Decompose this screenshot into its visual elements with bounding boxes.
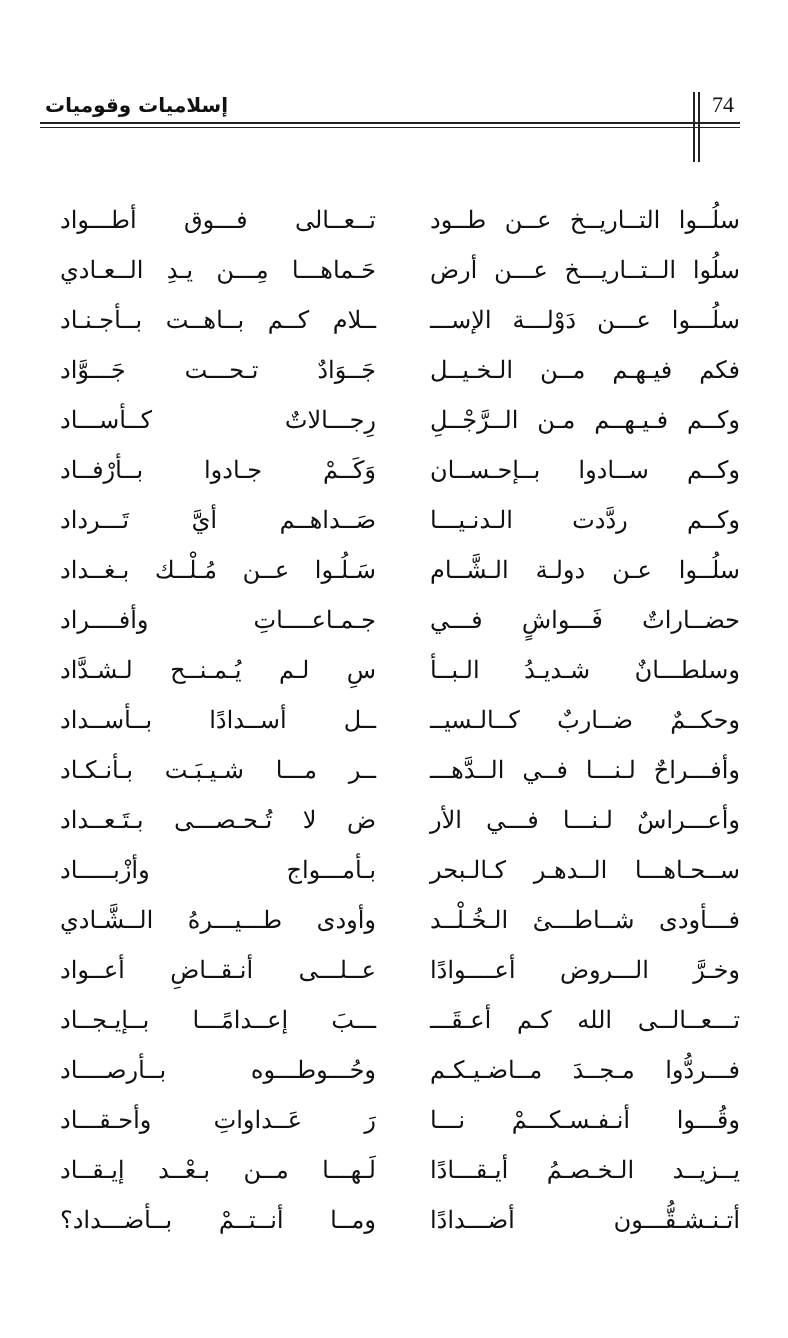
verse-second-hemistich: عــلـــى أنـقــاضِ أعــواد — [60, 956, 376, 984]
verse-second-hemistich: وأودى طـــيـــرهُ الــشَّـادي — [60, 906, 376, 934]
verse-first-hemistich: وأفـــراحٌ لـنـــا فــي الــدَّهـــ — [430, 756, 740, 784]
verse-first-hemistich: وأعـــراسٌ لـنـــا فـــي الأر — [430, 806, 740, 834]
verse — [0, 1145, 788, 1195]
header-rule-bottom — [40, 127, 740, 128]
header-vertical-bar — [693, 92, 695, 162]
verse-first-hemistich: وحكــمٌ ضــاربٌ كــالـسيــ — [430, 706, 740, 734]
verse — [0, 595, 788, 645]
verse-second-hemistich: لَـهـــا مــن بـعْــد إيـقــاد — [60, 1156, 376, 1184]
verse — [0, 395, 788, 445]
verse-second-hemistich: ــلام كــم بــاهــت بــأجـنـاد — [60, 306, 376, 334]
verse-second-hemistich: جَــوَادٌ تـحـــت جَـــوَّاد — [60, 356, 376, 384]
verse-second-hemistich: سَـلُـوا عــن مُـلْــك بـغــداد — [60, 556, 376, 584]
verse — [0, 1195, 788, 1245]
verse-second-hemistich: ــل أســدادًا بــأســداد — [60, 706, 376, 734]
verse-second-hemistich: وحُـــوطـــوه بــأرصــــاد — [60, 1056, 376, 1084]
verse-second-hemistich: جـمـاعــــاتِ وأفــــراد — [60, 606, 376, 634]
verse — [0, 445, 788, 495]
verse-first-hemistich: فـــأودى شــاطـــئ الـخُـلْــد — [430, 906, 740, 934]
verse-first-hemistich: وسلطـــانٌ شـديـدُ الـبــأ — [430, 656, 740, 684]
verse-first-hemistich: سلُوا الــتــاريـــخ عـــن أرض — [430, 256, 740, 284]
verse — [0, 945, 788, 995]
verse-first-hemistich: يــزيــد الـخـصـمُ أيـقـــادًا — [430, 1156, 740, 1184]
verse-second-hemistich: بـأمـــواج وأزْبـــــاد — [60, 856, 376, 884]
verse — [0, 1095, 788, 1145]
verse-first-hemistich: فـــردُّوا مـجــدَ مــاضـيـكـم — [430, 1056, 740, 1084]
verse — [0, 245, 788, 295]
verse-first-hemistich: وكــم فـيـهــم مـن الــرَّجْــلِ — [430, 406, 740, 434]
verse — [0, 345, 788, 395]
verse — [0, 795, 788, 845]
verse-first-hemistich: وخـرَّ الـــروض أعــــوادًا — [430, 956, 740, 984]
verse — [0, 845, 788, 895]
verse-first-hemistich: أتـنـشـقُّـــون أضـــدادًا — [430, 1206, 740, 1234]
verse-second-hemistich: رَ عَــداواتِ وأحـقـــاد — [60, 1106, 376, 1134]
header-vertical-bar — [698, 92, 700, 162]
verse-first-hemistich: ســحـاهـــا الــدهـر كـالـبحر — [430, 856, 740, 884]
verse — [0, 645, 788, 695]
page-number: 74 — [712, 92, 734, 117]
verse — [0, 545, 788, 595]
verse-first-hemistich: فكم فيـهـم مــن الـخـيــل — [430, 356, 740, 384]
verse — [0, 695, 788, 745]
verse-second-hemistich: ض لا تُـحـصـــى بـتَـعــداد — [60, 806, 376, 834]
verse-first-hemistich: تـــعــالــى الله كـم أعـقَـــ — [430, 1006, 740, 1034]
verse — [0, 195, 788, 245]
verse-second-hemistich: سِ لـم يُـمـنــح لـشـدَّاد — [60, 656, 376, 684]
verse-first-hemistich: سلُـــوا عـــن دَوْلـــة الإســـ — [430, 306, 740, 334]
verse-first-hemistich: وقُـــوا أنـفـسـكـــمْ نـــا — [430, 1106, 740, 1134]
verse — [0, 1045, 788, 1095]
running-header — [40, 88, 740, 128]
running-header-title: إسلاميات وقوميات — [45, 93, 229, 117]
verse — [0, 495, 788, 545]
verse — [0, 995, 788, 1045]
verse-second-hemistich: وَكَــمْ جـادوا بــأرْفــاد — [60, 456, 376, 484]
verse-second-hemistich: ــر مـــا شـيـبَـت بـأنـكـاد — [60, 756, 376, 784]
verse-second-hemistich: صَــداهــم أيَّ تَـــرداد — [60, 506, 376, 534]
verse-first-hemistich: وكــم ردَّدت الـدنـيـــا — [430, 506, 740, 534]
verse-second-hemistich: ـــبَ إعــدامًـــا بــإيـجــاد — [60, 1006, 376, 1034]
verse-first-hemistich: سلُــوا عـن دولـة الـشَّــام — [430, 556, 740, 584]
verse-second-hemistich: ومــا أنــتــمْ بــأضـــداد؟ — [60, 1206, 376, 1234]
header-rule-top — [40, 122, 740, 124]
verse — [0, 895, 788, 945]
verse-second-hemistich: رِجـــالاتٌ كــأســـاد — [60, 406, 376, 434]
verse-first-hemistich: وكــم ســادوا بــإحـســان — [430, 456, 740, 484]
verse-first-hemistich: حضــاراتٌ فَـــواشٍ فـــي — [430, 606, 740, 634]
verse — [0, 745, 788, 795]
verse — [0, 295, 788, 345]
verse-second-hemistich: تــعــالى فـــوق أطـــواد — [60, 206, 376, 234]
verse-second-hemistich: حَـماهـــا مِـــن يـدِ الــعـادي — [60, 256, 376, 284]
verse-first-hemistich: سلُــوا التــاريــخ عــن طــود — [430, 206, 740, 234]
